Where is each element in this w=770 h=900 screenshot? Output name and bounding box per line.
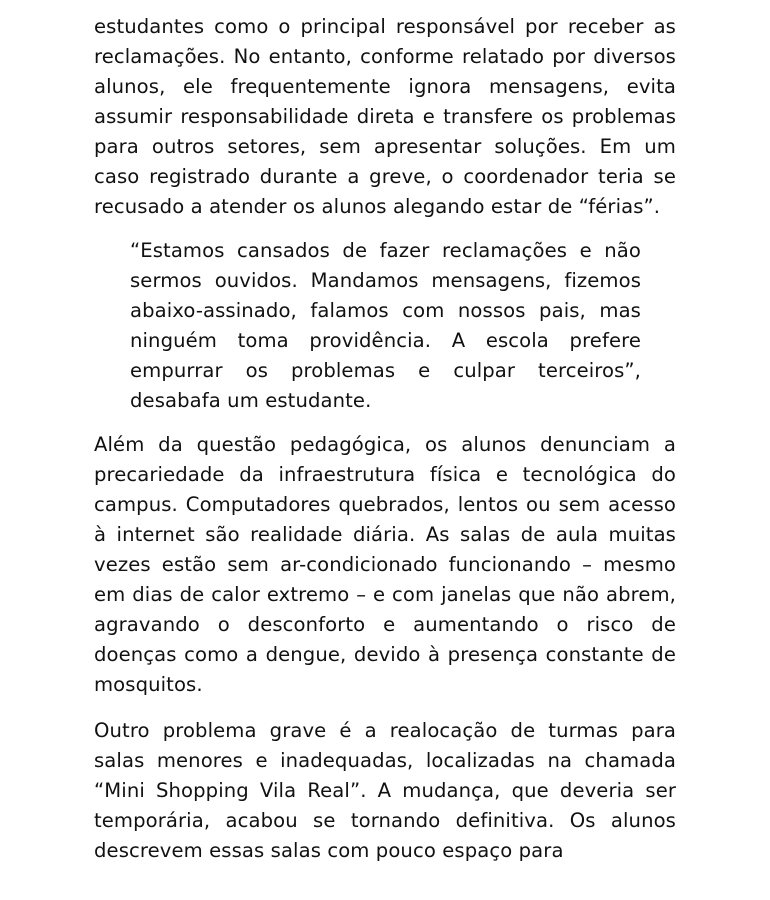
paragraph-room-relocation [94,716,676,866]
mini-shopping-name: Mini Shopping Vila Real [104,779,350,802]
paragraph-infrastructure: Além da questão pedagógica, os alunos denunciam a precariedade da infraestrutura física e tecnológica do campus. Computadores quebrados, lentos ou sem acesso à internet são realidade diária. As salas de aula muitas vezes estão sem ar-condicionado funcionando – mesmo em dias de calor extremo – e com janelas que não abrem, agravando o desconforto e aumentando o risco de doenças como a dengue, devido à presença constante de mosquitos. [94,433,676,696]
paragraph-coordinator: estudantes como o principal responsável por receber as reclamações. No entanto, conforme relatado por diversos alunos, ele frequentemente ignora mensagens, evita assumir responsabilidade direta e transfere os problemas para outros setores, sem apresentar soluções. Em um caso registrado durante a greve, o coordenador teria se recusado a atender os alunos alegando estar de “férias”. [94,15,676,218]
paragraph-room-relocation-end: ”. A mudança, que deveria ser temporária, acabou se tornando definitiva. Os alunos descrevem essas salas com pouco espaço para [94,779,677,862]
student-quote: “Estamos cansados de fazer reclamações e não sermos ouvidos. Mandamos mensagens, fizemos abaixo-assinado, falamos com nossos pais, mas ninguém toma providência. A escola prefere empurrar os problemas e culpar terceiros”, desabafa um estudante. [130,239,641,412]
paragraph-room-relocation-start: Outro problema grave é a realocação de turmas para salas menores e inadequadas, localizadas na chamada “ [94,719,676,802]
article-body [94,12,676,866]
